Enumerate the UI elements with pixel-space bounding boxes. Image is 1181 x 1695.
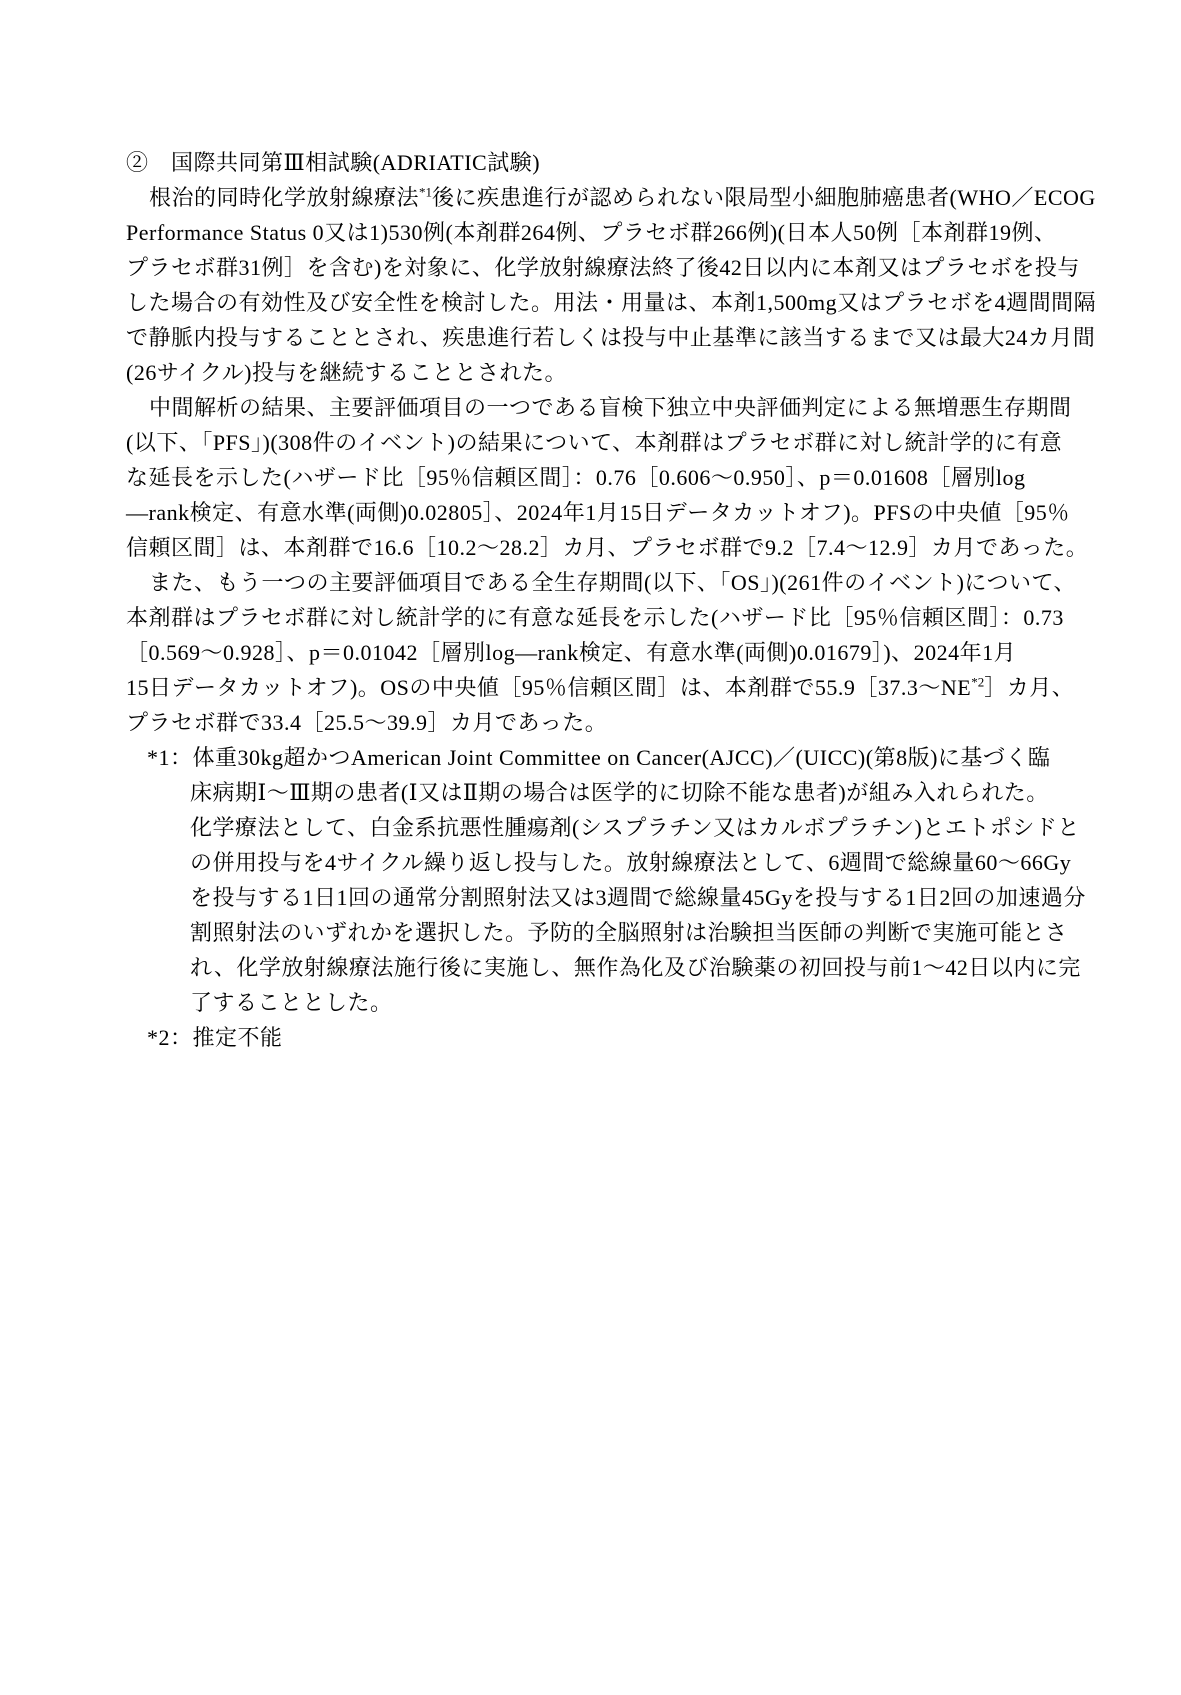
text-line	[126, 320, 1106, 355]
text-line	[126, 355, 1106, 390]
text-segment: ［0.569～0.928］、p＝0.01042［層別log―rank検定、有意水準(両側)0.01679］)、2024年1月	[126, 640, 1017, 665]
text-line	[126, 425, 1106, 460]
text-segment: れ、化学放射線療法施行後に実施し、無作為化及び治験薬の初回投与前1～42日以内に完	[190, 955, 1081, 980]
footnote-ref: *1	[419, 184, 433, 200]
text-line	[126, 740, 1106, 775]
text-line	[126, 495, 1106, 530]
text-line	[126, 845, 1106, 880]
text-segment: 化学療法として、白金系抗悪性腫瘍剤(シスプラチン又はカルボプラチン)とエトポシドと	[190, 815, 1080, 840]
text-line	[126, 670, 1106, 705]
text-segment: 後に疾患進行が認められない限局型小細胞肺癌患者(WHO／ECOG	[432, 185, 1096, 210]
text-segment: ―rank検定、有意水準(両側)0.02805］、2024年1月15日データカットオフ)。PFSの中央値［95％	[126, 500, 1070, 525]
text-segment: 中間解析の結果、主要評価項目の一つである盲検下独立中央評価判定による無増悪生存期間	[149, 395, 1072, 420]
text-segment: 床病期Ⅰ～Ⅲ期の患者(Ⅰ又はⅡ期の場合は医学的に切除不能な患者)が組み入れられた。	[190, 780, 1049, 805]
text-segment: (以下、「PFS」)(308件のイベント)の結果について、本剤群はプラセボ群に対し統計学的に有意	[126, 430, 1063, 455]
text-segment: *2：推定不能	[147, 1025, 283, 1050]
text-line	[126, 810, 1106, 845]
text-line	[126, 915, 1106, 950]
text-segment: プラセボ群で33.4［25.5～39.9］カ月であった。	[126, 710, 608, 735]
text-segment: の併用投与を4サイクル繰り返し投与した。放射線療法として、6週間で総線量60～66Gy	[190, 850, 1072, 875]
text-segment: 割照射法のいずれかを選択した。予防的全脳照射は治験担当医師の判断で実施可能とさ	[190, 920, 1068, 945]
document-body	[126, 145, 1106, 1055]
text-line	[126, 600, 1106, 635]
text-segment: ② 国際共同第Ⅲ相試験(ADRIATIC試験)	[126, 150, 541, 175]
text-line	[126, 985, 1106, 1020]
text-segment: Performance Status 0又は1)530例(本剤群264例、プラセボ群266例)(日本人50例［本剤群19例、	[126, 220, 1057, 245]
text-line	[126, 705, 1106, 740]
text-segment: 15日データカットオフ)。OSの中央値［95％信頼区間］は、本剤群で55.9［37.3～NE	[126, 675, 972, 700]
text-line	[126, 565, 1106, 600]
text-line	[126, 880, 1106, 915]
text-line	[126, 460, 1106, 495]
text-line	[126, 1020, 1106, 1055]
section-heading	[126, 145, 1106, 180]
text-segment: で静脈内投与することとされ、疾患進行若しくは投与中止基準に該当するまで又は最大24カ月間	[126, 325, 1096, 350]
text-line	[126, 635, 1106, 670]
text-segment: *1：体重30kg超かつAmerican Joint Committee on Cancer(AJCC)／(UICC)(第8版)に基づく臨	[147, 745, 1051, 770]
text-segment: プラセボ群31例］を含む)を対象に、化学放射線療法終了後42日以内に本剤又はプラセボを投与	[126, 255, 1080, 280]
text-segment: 了することとした。	[190, 990, 393, 1015]
text-segment: 根治的同時化学放射線療法	[149, 185, 420, 210]
text-segment: した場合の有効性及び安全性を検討した。用法・用量は、本剤1,500mg又はプラセボを4週間間隔	[126, 290, 1097, 315]
text-line	[126, 390, 1106, 425]
text-line	[126, 215, 1106, 250]
text-line	[126, 180, 1106, 215]
text-line	[126, 250, 1106, 285]
text-segment: 信頼区間］は、本剤群で16.6［10.2～28.2］カ月、プラセボ群で9.2［7.4～12.9］カ月であった。	[126, 535, 1089, 560]
text-segment: ］カ月、	[984, 675, 1075, 700]
text-segment: を投与する1日1回の通常分割照射法又は3週間で総線量45Gyを投与する1日2回の加速過分	[190, 885, 1086, 910]
text-line	[126, 285, 1106, 320]
text-line	[126, 775, 1106, 810]
text-segment: (26サイクル)投与を継続することとされた。	[126, 360, 568, 385]
text-segment: な延長を示した(ハザード比［95％信頼区間］：0.76［0.606～0.950］、p＝0.01608［層別log	[126, 465, 1026, 490]
text-segment: また、もう一つの主要評価項目である全生存期間(以下、「OS」)(261件のイベント)について、	[149, 570, 1077, 595]
text-line	[126, 950, 1106, 985]
text-segment: 本剤群はプラセボ群に対し統計学的に有意な延長を示した(ハザード比［95％信頼区間］：0.73	[126, 605, 1064, 630]
text-line	[126, 530, 1106, 565]
footnote-ref: *2	[971, 674, 985, 690]
